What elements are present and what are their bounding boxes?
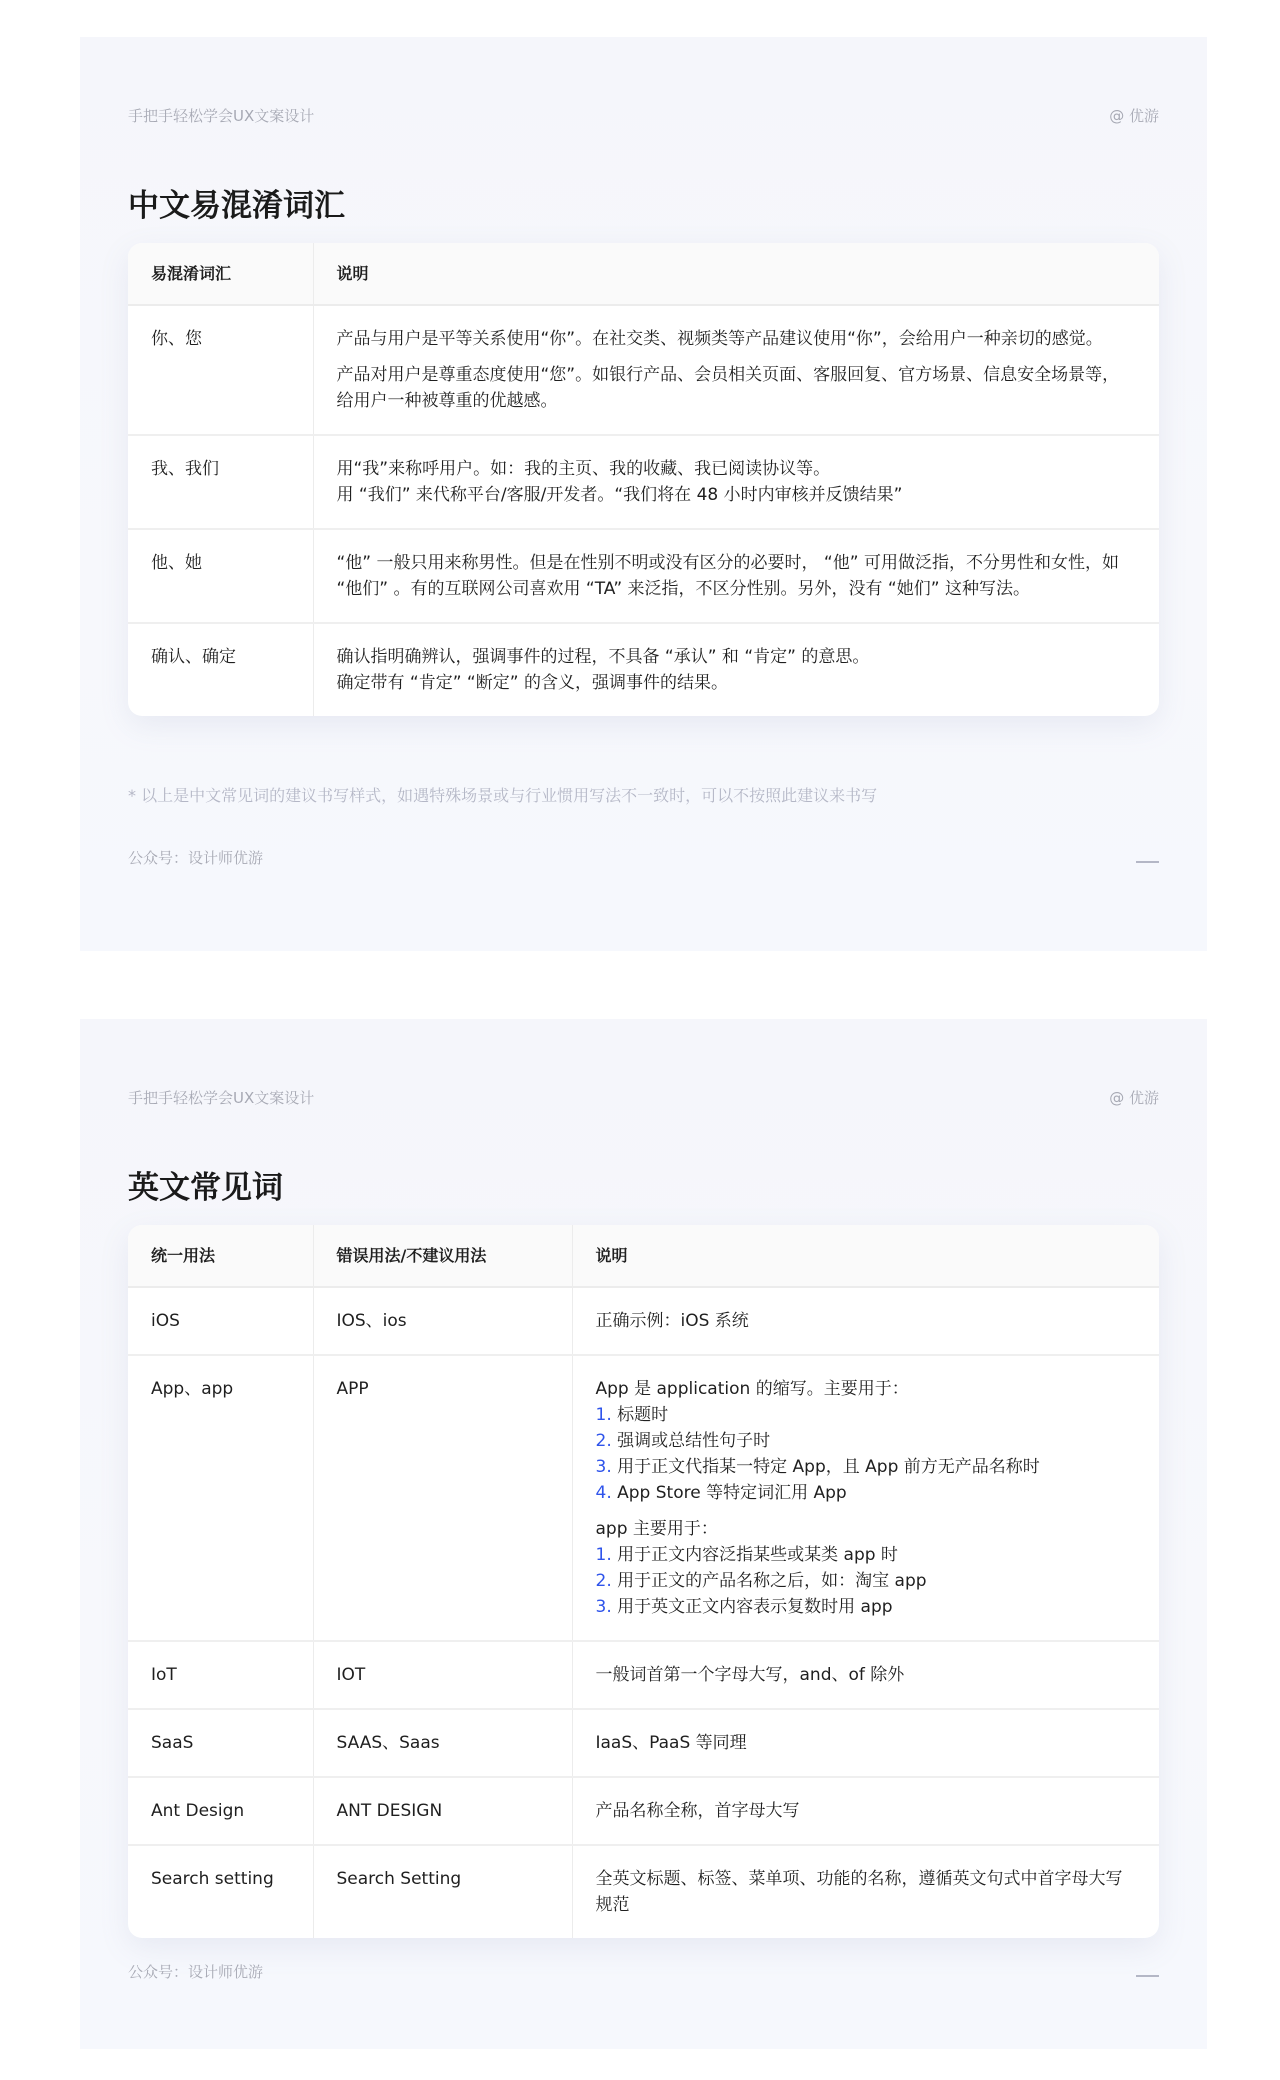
list-item [596,1480,1137,1506]
description-cell: IaaS、PaaS 等同理 [572,1709,1159,1777]
wrong-usage-cell: ANT DESIGN [313,1777,572,1845]
table-row [128,1845,1159,1938]
description-cell [313,435,1159,529]
description-paragraph: 用“我”来称呼用户。如：我的主页、我的收藏、我已阅读协议等。 用 “我们” 来代称平台/客服/开发者。“我们将在 48 小时内审核并反馈结果” [336,459,903,505]
description-intro: App 是 application 的缩写。主要用于： [595,1379,909,1399]
table-row [128,1641,1159,1709]
wrong-usage-cell: Search Setting [313,1845,572,1938]
author-tag: @ 优游 [1109,107,1159,125]
description-cell: 正确示例：iOS 系统 [572,1287,1159,1355]
correct-usage-cell: Search setting [151,1869,274,1889]
list-item [596,1428,1137,1454]
list-item [596,1568,1137,1594]
series-title: 手把手轻松学会UX文案设计 [128,107,315,125]
description-cell [572,1355,1159,1641]
column-header: 统一用法 [128,1225,313,1287]
column-header: 说明 [313,243,1159,305]
list-text: 强调或总结性句子时 [617,1431,771,1451]
list-number: 2. [595,1571,618,1591]
description-cell: 产品名称全称，首字母大写 [572,1777,1159,1845]
description-cell: 一般词首第一个字母大写，and、of 除外 [572,1641,1159,1709]
english-terms-table [128,1225,1159,1938]
table-row [128,435,1159,529]
list-number: 1. [595,1545,618,1565]
column-header: 易混淆词汇 [128,243,313,305]
column-header: 说明 [572,1225,1159,1287]
chinese-terms-table [128,243,1159,716]
description-intro: app 主要用于： [595,1519,718,1539]
correct-usage-cell: SaaS [128,1709,313,1777]
description-cell [313,529,1159,623]
list-number: 4. [595,1483,618,1503]
footnote: * 以上是中文常见词的建议书写样式，如遇特殊场景或与行业惯用写法不一致时，可以不按照此建议来书写 [128,786,878,805]
page-dash [1136,1975,1159,1977]
table-row [128,623,1159,716]
correct-usage-cell: Ant Design [128,1777,313,1845]
author-tag: @ 优游 [1109,1089,1159,1107]
page-dash [1136,861,1159,863]
column-header: 错误用法/不建议用法 [313,1225,572,1287]
description-cell [313,305,1159,435]
series-title: 手把手轻松学会UX文案设计 [128,1089,315,1107]
wrong-usage-cell: SAAS、Saas [313,1709,572,1777]
panel-english-terms [80,1019,1207,2049]
correct-usage-cell: IoT [128,1641,313,1709]
list-text: 用于正文内容泛指某些或某类 app 时 [617,1545,898,1565]
list-number: 2. [595,1431,618,1451]
section-title: 英文常见词 [128,1170,283,1206]
list-text: 用于正文的产品名称之后，如：淘宝 app [617,1571,927,1591]
panel-chinese-terms [80,37,1207,951]
description-cell: 全英文标题、标签、菜单项、功能的名称，遵循英文句式中首字母大写规范 [572,1845,1159,1938]
list-item [596,1594,1137,1620]
description-paragraph: 产品对用户是尊重态度使用“您”。如银行产品、会员相关页面、客服回复、官方场景、信息安全场景等，给用户一种被尊重的优越感。 [336,365,1120,411]
correct-usage-cell: iOS [128,1287,313,1355]
term-cell: 你、您 [128,305,313,435]
list-number: 3. [595,1457,618,1477]
wrong-usage-cell: APP [313,1355,572,1641]
list-item [596,1402,1137,1428]
correct-usage-cell: App、app [128,1355,313,1641]
section-title: 中文易混淆词汇 [128,188,345,224]
footer-account: 公众号：设计师优游 [128,849,264,867]
terms-table-card [128,1225,1159,1938]
table-row [128,529,1159,623]
description-paragraph: 产品与用户是平等关系使用“你”。在社交类、视频类等产品建议使用“你”，会给用户一种亲切的感觉。 [336,329,1103,349]
list-text: App Store 等特定词汇用 App [617,1483,847,1503]
table-row [128,305,1159,435]
table-row [128,1777,1159,1845]
list-number: 3. [595,1597,618,1617]
term-cell: 确认、确定 [151,647,236,667]
list-item [596,1454,1137,1480]
list-text: 用于英文正文内容表示复数时用 app [617,1597,893,1617]
description-paragraph: 确认指明确辨认，强调事件的过程，不具备 “承认” 和 “肯定” 的意思。 确定带有 “肯定” “断定” 的含义，强调事件的结果。 [336,647,870,693]
list-text: 用于正文代指某一特定 App，且 App 前方无产品名称时 [617,1457,1040,1477]
terms-table-card [128,243,1159,716]
wrong-usage-cell: IOS、ios [313,1287,572,1355]
term-cell: 我、我们 [128,435,313,529]
description-cell [313,623,1159,716]
wrong-usage-cell: IOT [313,1641,572,1709]
footer-account: 公众号：设计师优游 [128,1963,264,1981]
table-row [128,1287,1159,1355]
term-cell: 他、她 [128,529,313,623]
table-row [128,1709,1159,1777]
list-item [596,1542,1137,1568]
description-paragraph: “他” 一般只用来称男性。但是在性别不明或没有区分的必要时， “他” 可用做泛指，不分男性和女性，如 “他们” 。有的互联网公司喜欢用 “TA” 来泛指，不区分性别。另外，没有 “她们” 这种写法。 [336,553,1119,599]
table-row [128,1355,1159,1641]
list-number: 1. [595,1405,618,1425]
list-text: 标题时 [617,1405,669,1425]
